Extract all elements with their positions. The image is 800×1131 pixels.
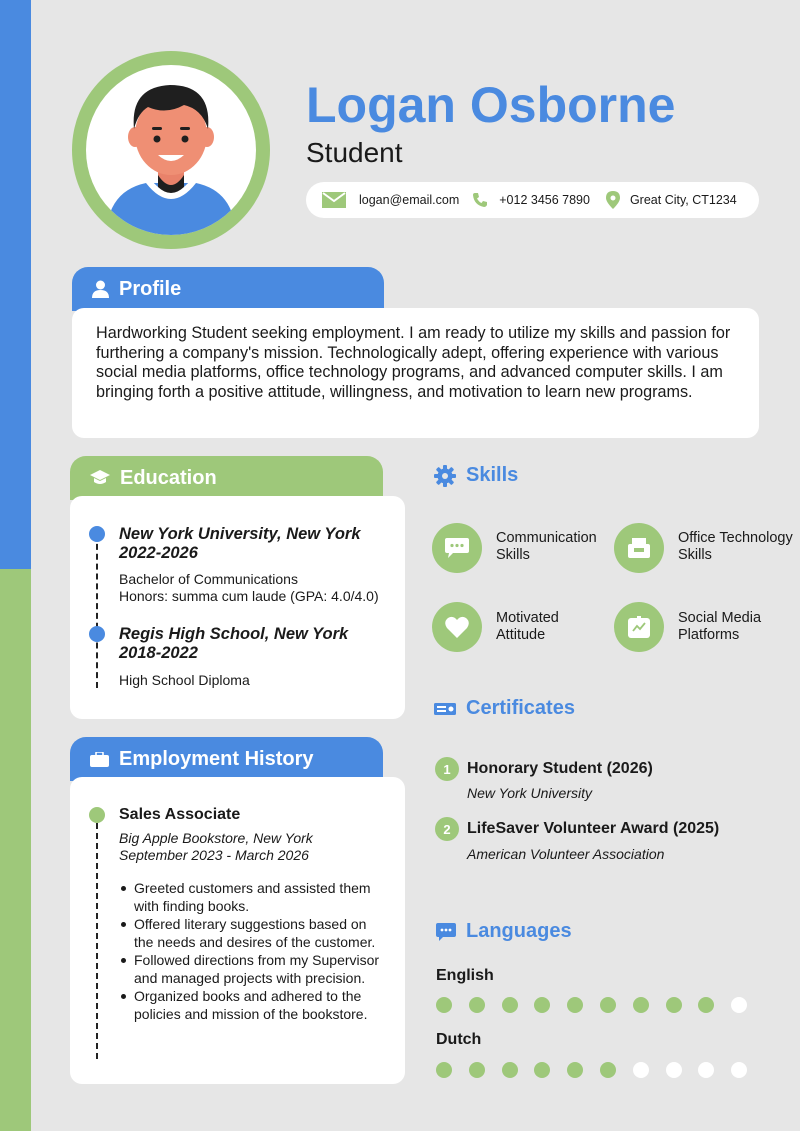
duty-item: Offered literary suggestions based on the needs and desires of the customer. [119, 915, 389, 951]
proficiency-dot [469, 1062, 485, 1078]
languages-title: Languages [466, 920, 572, 942]
proficiency-dot [567, 1062, 583, 1078]
heart-icon [432, 602, 482, 652]
certificate-icon [434, 701, 456, 717]
proficiency-dot [567, 997, 583, 1013]
candidate-name: Logan Osborne [306, 77, 676, 133]
social-media-icon [614, 602, 664, 652]
avatar-illustration [86, 65, 256, 235]
education-header [70, 456, 383, 500]
timeline-dot [89, 807, 105, 823]
skill-label: Office Technology Skills [678, 530, 793, 563]
printer-icon [614, 523, 664, 573]
phone-icon [472, 192, 488, 208]
duty-item: Organized books and adhered to the policies and mission of the bookstore. [119, 987, 389, 1023]
contact-email[interactable]: logan@email.com [359, 193, 460, 207]
language-name: Dutch [436, 1031, 482, 1048]
contact-bar [306, 182, 759, 218]
proficiency-dot [534, 1062, 550, 1078]
contact-location: Great City, CT1234 [629, 193, 737, 207]
proficiency-dot [600, 997, 616, 1013]
proficiency-dot [666, 1062, 682, 1078]
user-icon [92, 280, 109, 298]
proficiency-dot [502, 997, 518, 1013]
proficiency-dot [534, 997, 550, 1013]
gear-icon [434, 465, 456, 487]
skill-label: Social Media Platforms [678, 610, 762, 643]
education-school-1: New York University, New York [119, 525, 361, 543]
profile-header [72, 267, 384, 311]
languages-header [436, 920, 572, 943]
envelope-icon [322, 192, 346, 208]
proficiency-dot [731, 1062, 747, 1078]
education-title: Education [120, 466, 217, 489]
avatar [72, 51, 270, 249]
language-proficiency-dots [436, 997, 764, 1013]
certificate-org: American Volunteer Association [467, 846, 665, 862]
proficiency-dot [469, 997, 485, 1013]
proficiency-dot [436, 1062, 452, 1078]
speech-bubble-icon [436, 923, 456, 941]
certificate-number-badge: 1 [435, 757, 459, 781]
profile-text: Hardworking Student seeking employment. I am ready to utilize my skills and passion for furthering a company's mission. Technologically adept, offering experience with various social media platforms, office technology programs, and advanced computer skills. I am bringing forth a positive attitude, willingness, and motivation to learn new programs. [96, 324, 731, 401]
duty-item: Greeted customers and assisted them with finding books. [119, 879, 389, 915]
left-accent-bar-green [0, 569, 31, 1131]
education-years-2: 2018-2022 [119, 644, 198, 662]
proficiency-dot [436, 997, 452, 1013]
employment-timeline-line [96, 823, 98, 1059]
chat-icon [432, 523, 482, 573]
certificate-number-badge: 2 [435, 817, 459, 841]
education-school-2: Regis High School, New York [119, 625, 349, 643]
contact-phone[interactable]: +012 3456 7890 [499, 193, 590, 207]
proficiency-dot [698, 1062, 714, 1078]
education-degree-1: Bachelor of Communications [119, 571, 298, 587]
proficiency-dot [698, 997, 714, 1013]
briefcase-icon [90, 752, 109, 767]
employment-header [70, 737, 383, 781]
employment-position: Sales Associate [119, 806, 241, 823]
education-card [70, 496, 405, 719]
timeline-dot [89, 526, 105, 542]
proficiency-dot [633, 1062, 649, 1078]
education-degree-2: High School Diploma [119, 672, 250, 688]
language-name: English [436, 967, 494, 984]
skill-label: Motivated Attitude [496, 610, 559, 643]
proficiency-dot [633, 997, 649, 1013]
employment-company: Big Apple Bookstore, New York [119, 830, 313, 846]
certificates-title: Certificates [466, 697, 575, 719]
skills-header [434, 464, 518, 487]
proficiency-dot [502, 1062, 518, 1078]
certificate-title: Honorary Student (2026) [467, 760, 653, 777]
candidate-role: Student [306, 137, 403, 168]
proficiency-dot [666, 997, 682, 1013]
proficiency-dot [600, 1062, 616, 1078]
left-accent-bar-blue [0, 0, 31, 569]
education-years-1: 2022-2026 [119, 544, 198, 562]
skills-title: Skills [466, 464, 519, 486]
certificates-header [434, 697, 575, 720]
language-proficiency-dots [436, 1062, 764, 1078]
graduation-cap-icon [90, 470, 110, 486]
proficiency-dot [731, 997, 747, 1013]
certificate-title: LifeSaver Volunteer Award (2025) [467, 820, 720, 837]
employment-duties [119, 879, 389, 1023]
location-pin-icon [606, 191, 620, 209]
employment-title: Employment History [119, 747, 314, 770]
skill-label: Communication Skills [496, 530, 597, 563]
employment-dates: September 2023 - March 2026 [119, 847, 309, 863]
education-honors-1: Honors: summa cum laude (GPA: 4.0/4.0) [119, 588, 379, 604]
timeline-dot [89, 626, 105, 642]
certificate-org: New York University [467, 785, 593, 801]
education-timeline-line [96, 534, 98, 688]
employment-card [70, 777, 405, 1084]
profile-title: Profile [119, 277, 182, 300]
profile-card [72, 308, 759, 438]
duty-item: Followed directions from my Supervisor and managed projects with precision. [119, 951, 389, 987]
